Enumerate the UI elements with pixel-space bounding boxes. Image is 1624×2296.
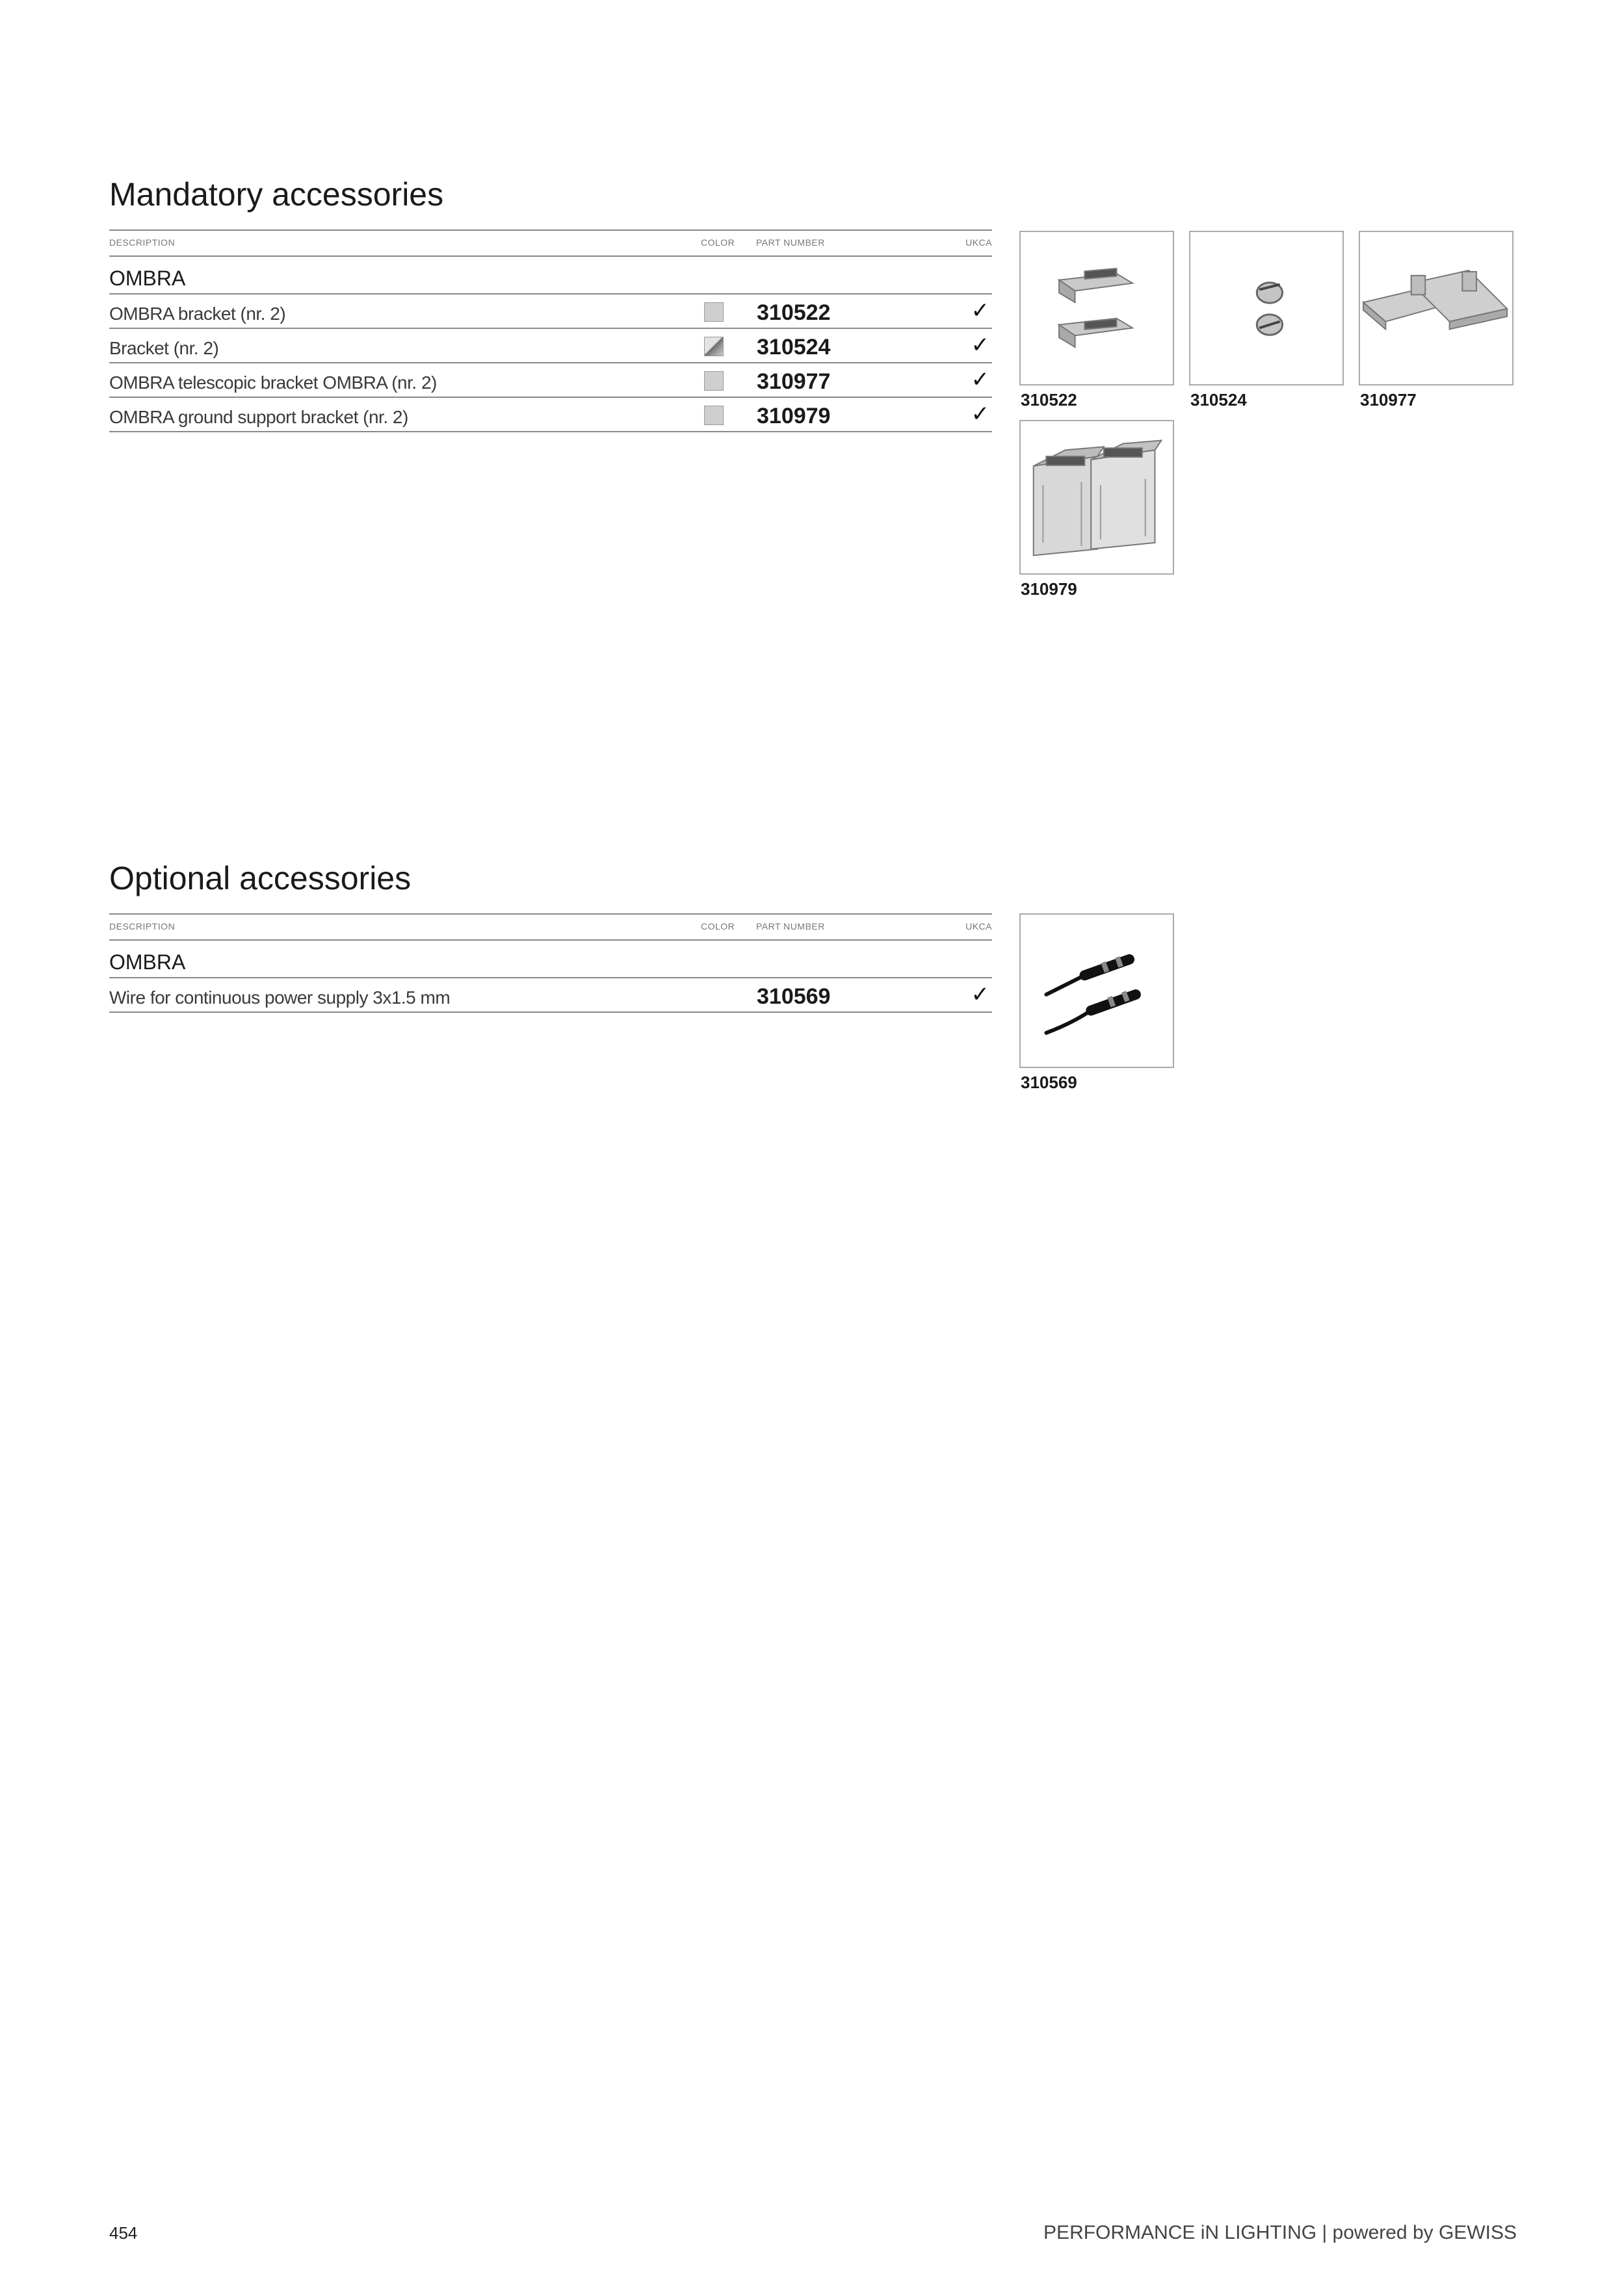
mandatory-table <box>109 229 992 432</box>
row-description: Bracket (nr. 2) <box>109 338 219 358</box>
clip-pair-icon <box>1189 231 1344 385</box>
header-color: COLOR <box>701 237 735 248</box>
table-row <box>109 294 992 329</box>
table-row <box>109 363 992 398</box>
check-icon: ✓ <box>971 401 989 427</box>
header-description: DESCRIPTION <box>109 237 176 248</box>
group-label <box>109 257 992 294</box>
color-swatch <box>704 371 724 391</box>
check-icon: ✓ <box>971 332 989 358</box>
group-label-text: OMBRA <box>109 267 186 290</box>
header-color: COLOR <box>701 921 735 932</box>
table-header <box>109 913 992 941</box>
mandatory-title: Mandatory accessories <box>109 176 444 213</box>
part-number: 310522 <box>757 300 831 325</box>
part-number: 310524 <box>757 335 831 359</box>
color-swatch <box>704 302 724 322</box>
row-description: OMBRA telescopic bracket OMBRA (nr. 2) <box>109 372 437 393</box>
table-row <box>109 329 992 363</box>
thumbnail-caption: 310524 <box>1190 390 1247 410</box>
cable-icon <box>1019 913 1174 1068</box>
thumbnail-caption: 310522 <box>1021 390 1077 410</box>
part-number: 310569 <box>757 984 831 1009</box>
row-description: OMBRA bracket (nr. 2) <box>109 304 286 324</box>
thumbnail-caption: 310569 <box>1021 1073 1077 1092</box>
table-row <box>109 398 992 432</box>
footer-brand: PERFORMANCE iN LIGHTING | powered by GEWISS <box>1043 2222 1517 2243</box>
row-description: OMBRA ground support bracket (nr. 2) <box>109 407 408 427</box>
header-part-number: PART NUMBER <box>756 921 825 932</box>
page-number: 454 <box>109 2223 138 2243</box>
check-icon: ✓ <box>971 367 989 393</box>
header-ukca: UKCA <box>965 921 992 932</box>
header-part-number: PART NUMBER <box>756 237 825 248</box>
group-label-text: OMBRA <box>109 950 186 974</box>
part-number: 310979 <box>757 404 831 428</box>
row-description: Wire for continuous power supply 3x1.5 mm <box>109 987 451 1008</box>
optional-table <box>109 913 992 1013</box>
part-number: 310977 <box>757 369 831 394</box>
check-icon: ✓ <box>971 298 989 324</box>
thumbnail-caption: 310977 <box>1360 390 1417 410</box>
bracket-pair-icon <box>1019 231 1174 385</box>
color-swatch <box>704 337 724 356</box>
thumbnail-caption: 310979 <box>1021 579 1077 599</box>
check-icon: ✓ <box>971 982 989 1008</box>
optional-title: Optional accessories <box>109 860 412 896</box>
header-description: DESCRIPTION <box>109 921 176 932</box>
ground-support-icon <box>1019 420 1174 575</box>
header-ukca: UKCA <box>965 237 992 248</box>
group-label <box>109 941 992 978</box>
color-swatch <box>704 406 724 425</box>
telescopic-bracket-icon <box>1359 231 1513 385</box>
table-row <box>109 978 992 1013</box>
table-header <box>109 229 992 257</box>
